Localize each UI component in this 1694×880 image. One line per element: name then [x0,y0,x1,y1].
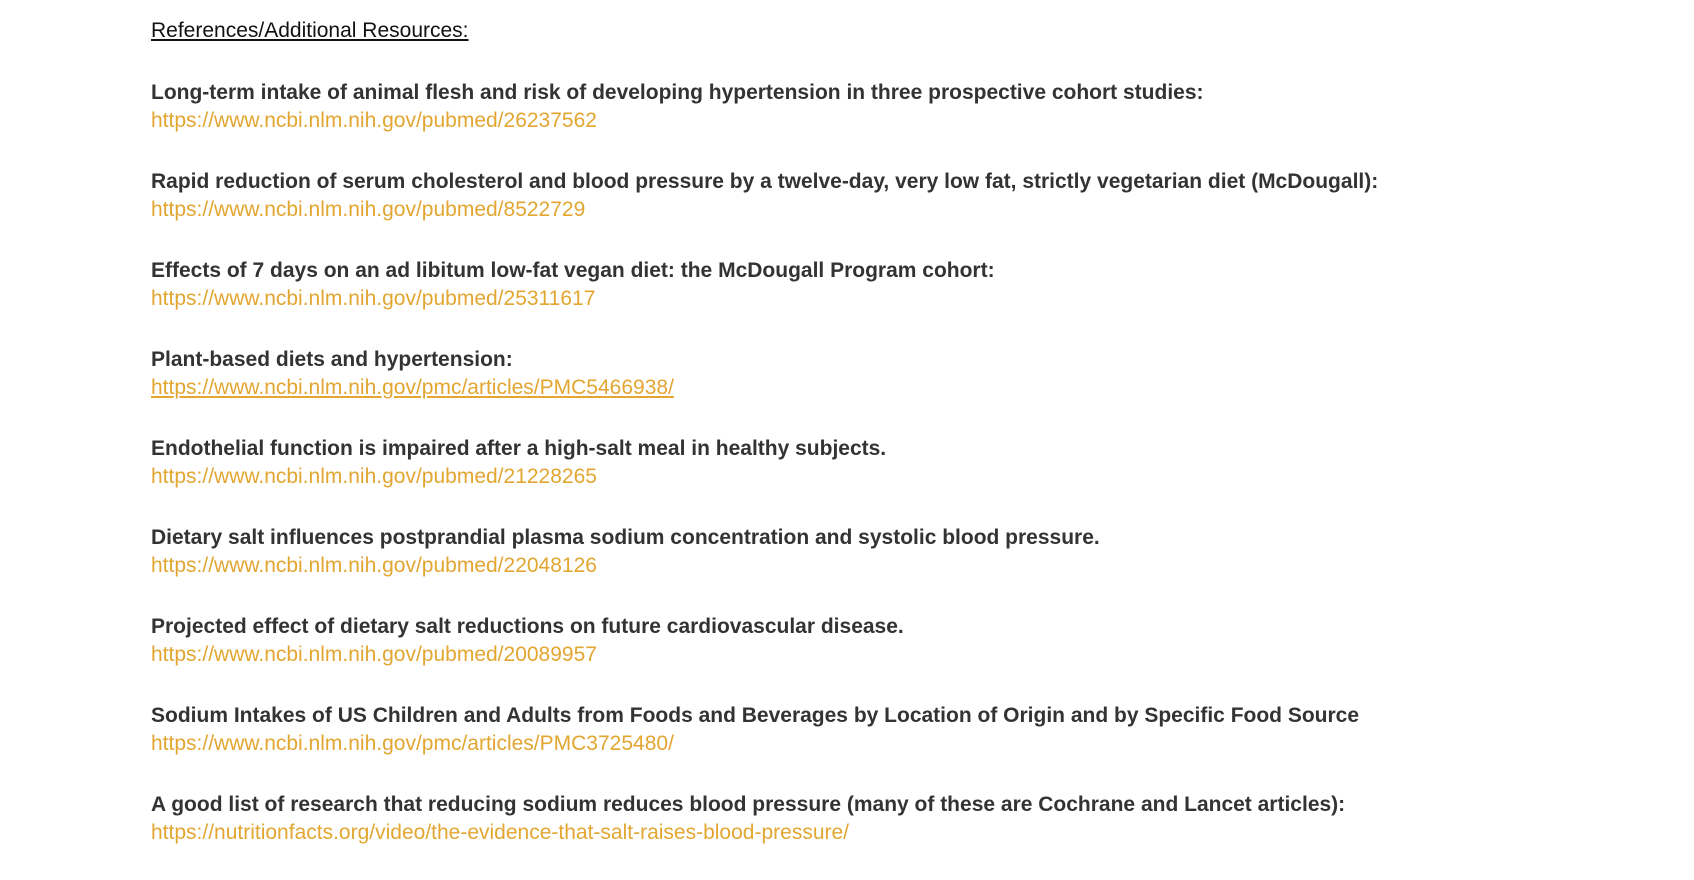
reference-title: Dietary salt influences postprandial plasma sodium concentration and systolic blood pressure. [151,526,1100,549]
reference-item [151,702,1631,791]
reference-title: Effects of 7 days on an ad libitum low-fat vegan diet: the McDougall Program cohort: [151,259,995,282]
reference-link[interactable]: https://nutritionfacts.org/video/the-evidence-that-salt-raises-blood-pressure/ [151,821,850,844]
reference-item [151,791,1631,880]
reference-link[interactable]: https://www.ncbi.nlm.nih.gov/pubmed/21228265 [151,465,597,488]
reference-title: Long-term intake of animal flesh and risk of developing hypertension in three prospective cohort studies: [151,81,1204,104]
reference-item [151,79,1631,168]
reference-title: Sodium Intakes of US Children and Adults from Foods and Beverages by Location of Origin and by Specific Food Source [151,704,1360,727]
reference-title: Projected effect of dietary salt reductions on future cardiovascular disease. [151,615,904,638]
reference-link[interactable]: https://www.ncbi.nlm.nih.gov/pubmed/22048126 [151,554,597,577]
document-body [151,14,1631,880]
references-heading: References/Additional Resources: [151,19,469,42]
reference-link[interactable]: https://www.ncbi.nlm.nih.gov/pmc/articles/PMC3725480/ [151,732,674,755]
reference-title: Endothelial function is impaired after a high-salt meal in healthy subjects. [151,437,887,460]
reference-item [151,435,1631,524]
reference-title: A good list of research that reducing sodium reduces blood pressure (many of these are Cochrane and Lancet articles): [151,793,1346,816]
reference-link[interactable]: https://www.ncbi.nlm.nih.gov/pmc/articles/PMC5466938/ [151,376,674,399]
reference-link[interactable]: https://www.ncbi.nlm.nih.gov/pubmed/8522729 [151,198,586,221]
reference-link[interactable]: https://www.ncbi.nlm.nih.gov/pubmed/25311617 [151,287,596,310]
reference-title: Plant-based diets and hypertension: [151,348,513,371]
reference-item [151,168,1631,257]
reference-link[interactable]: https://www.ncbi.nlm.nih.gov/pubmed/26237562 [151,109,597,132]
reference-item [151,524,1631,613]
reference-item [151,257,1631,346]
reference-item [151,346,1631,435]
reference-link[interactable]: https://www.ncbi.nlm.nih.gov/pubmed/20089957 [151,643,597,666]
reference-title: Rapid reduction of serum cholesterol and blood pressure by a twelve-day, very low fat, strictly vegetarian diet (McDougall): [151,170,1379,193]
reference-item [151,613,1631,702]
